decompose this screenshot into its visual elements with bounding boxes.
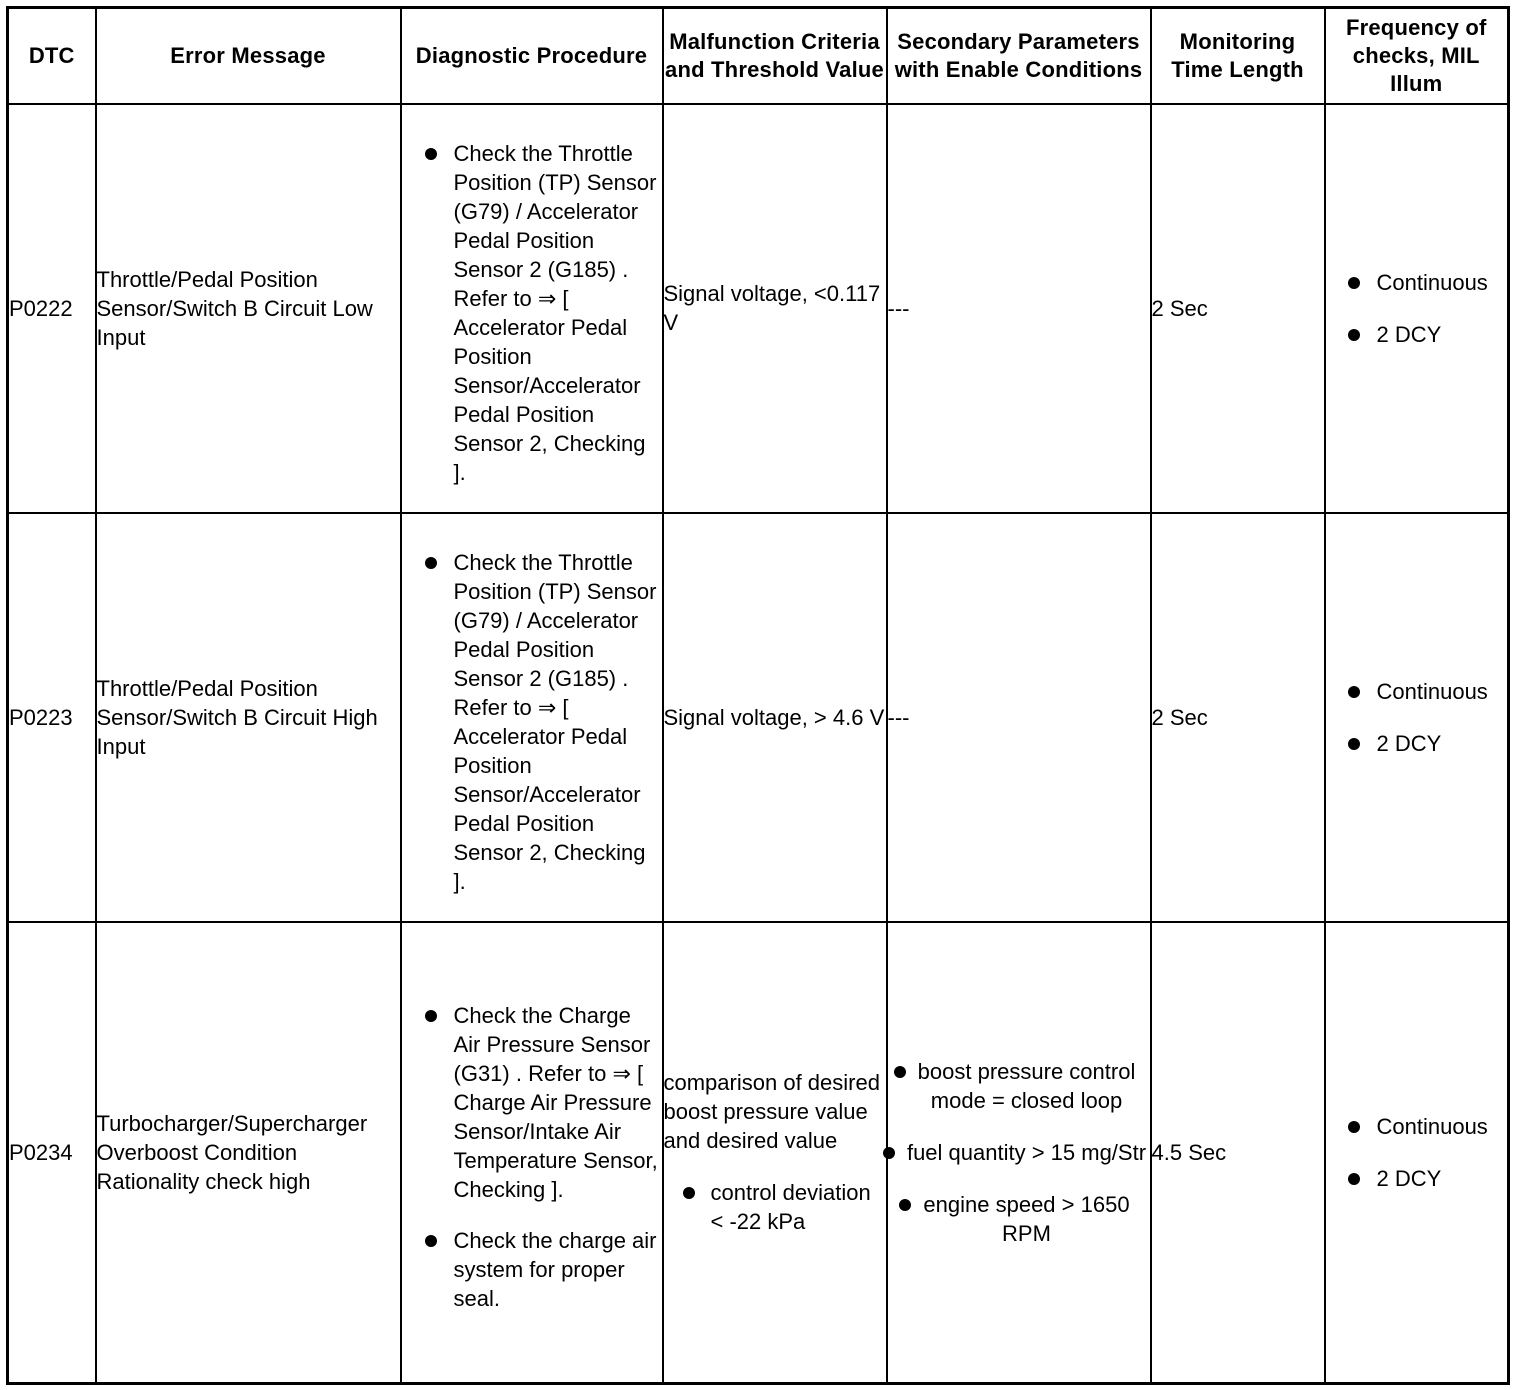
header-malfunction-criteria: Malfunction Criteria and Threshold Value [663,8,887,104]
procedure-step: Check the Charge Air Pressure Sensor (G31) . Refer to ⇒ [ Charge Air Pressure Sensor/Intake Air Temperature Sensor, Checking ]. [402,1001,662,1204]
header-secondary-parameters: Secondary Parameters with Enable Conditions [887,8,1151,104]
procedure-list [402,992,662,1313]
procedure-list [402,130,662,487]
table-row [8,104,1509,513]
frequency-item: 2 DCY [1326,1164,1508,1193]
header-row [8,8,1509,104]
malfunction-criteria [663,922,887,1384]
criteria-list [664,1178,886,1236]
secondary-list [888,1057,1150,1248]
procedure-step: Check the Throttle Position (TP) Sensor (G79) / Accelerator Pedal Position Sensor 2 (G185) . Refer to ⇒ [ Accelerator Pedal Position Sensor/Accelerator Pedal Position Sensor 2, Checking ]. [402,139,662,487]
error-message: Turbocharger/Supercharger Overboost Condition Rationality check high [96,922,401,1384]
monitoring-time: 2 Sec [1151,513,1325,922]
dtc-code: P0222 [8,104,96,513]
malfunction-criteria: Signal voltage, > 4.6 V [663,513,887,922]
frequency-item: 2 DCY [1326,729,1508,758]
procedure-list [402,539,662,896]
header-dtc: DTC [8,8,96,104]
criteria-item: control deviation < -22 kPa [664,1178,886,1236]
monitoring-time: 2 Sec [1151,104,1325,513]
frequency-list [1326,677,1508,758]
frequency-item: 2 DCY [1326,320,1508,349]
bullet-dot [894,1066,906,1078]
header-monitoring-time: Monitoring Time Length [1151,8,1325,104]
header-diagnostic-procedure: Diagnostic Procedure [401,8,663,104]
dtc-code: P0223 [8,513,96,922]
frequency-item: Continuous [1326,268,1508,297]
secondary-item: engine speed > 1650 RPM [888,1190,1150,1248]
error-message: Throttle/Pedal Position Sensor/Switch B Circuit Low Input [96,104,401,513]
secondary-parameters: --- [887,513,1151,922]
diagnostic-procedure [401,513,663,922]
header-error-message: Error Message [96,8,401,104]
header-frequency: Frequency of checks, MIL Illum [1325,8,1509,104]
error-message: Throttle/Pedal Position Sensor/Switch B Circuit High Input [96,513,401,922]
procedure-step: Check the Throttle Position (TP) Sensor (G79) / Accelerator Pedal Position Sensor 2 (G185) . Refer to ⇒ [ Accelerator Pedal Position Sensor/Accelerator Pedal Position Sensor 2, Checking ]. [402,548,662,896]
frequency-list [1326,1112,1508,1193]
malfunction-criteria: Signal voltage, <0.117 V [663,104,887,513]
secondary-item: boost pressure control mode = closed loop [888,1057,1150,1115]
table-row [8,513,1509,922]
diagnostic-procedure [401,922,663,1384]
monitoring-time: 4.5 Sec [1151,922,1325,1384]
secondary-parameters [887,922,1151,1384]
diagnostic-procedure [401,104,663,513]
frequency-list [1326,268,1508,349]
frequency-item: Continuous [1326,677,1508,706]
dtc-table [6,6,1510,1385]
bullet-dot [883,1147,895,1159]
frequency [1325,922,1509,1384]
criteria-text: comparison of desired boost pressure value and desired value [663,1070,880,1154]
frequency [1325,513,1509,922]
procedure-step: Check the charge air system for proper seal. [402,1226,662,1313]
secondary-parameters: --- [887,104,1151,513]
table-row [8,922,1509,1384]
bullet-dot [899,1199,911,1211]
frequency [1325,104,1509,513]
frequency-item: Continuous [1326,1112,1508,1141]
dtc-code: P0234 [8,922,96,1384]
secondary-item: fuel quantity > 15 mg/Str [888,1138,1150,1167]
